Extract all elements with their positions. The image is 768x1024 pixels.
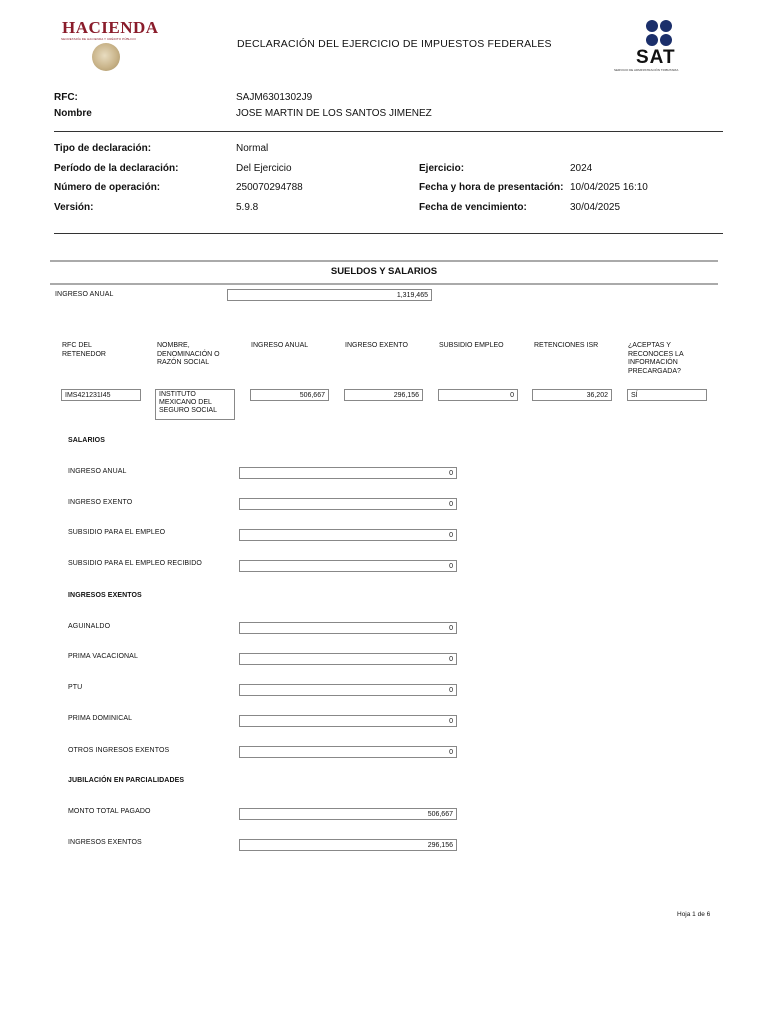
- row-retenciones-field[interactable]: 36,202: [532, 389, 612, 401]
- salarios-ingreso-anual-label: INGRESO ANUAL: [68, 468, 127, 475]
- column-header-ingreso-exento: INGRESO EXENTO: [345, 342, 408, 349]
- column-header-retenciones: RETENCIONES ISR: [534, 342, 599, 349]
- ptu-label: PTU: [68, 684, 83, 691]
- periodo-value: Del Ejercicio: [236, 163, 292, 174]
- sat-subtitle: SERVICIO DE ADMINISTRACIÓN TRIBUTARIA: [614, 68, 679, 72]
- row-acepta-field[interactable]: SÍ: [627, 389, 707, 401]
- document-title: DECLARACIÓN DEL EJERCICIO DE IMPUESTOS FEDERALES: [237, 38, 552, 50]
- prima-vacacional-field[interactable]: 0: [239, 653, 457, 665]
- ingresos-exentos-heading: INGRESOS EXENTOS: [68, 592, 142, 599]
- fecha-presentacion-label: Fecha y hora de presentación:: [419, 182, 564, 193]
- ingreso-anual-field[interactable]: 1,319,465: [227, 289, 432, 301]
- ejercicio-value: 2024: [570, 163, 593, 174]
- divider: [54, 131, 723, 132]
- salarios-subsidio-recibido-field[interactable]: 0: [239, 560, 457, 572]
- column-header-nombre: NOMBRE, DENOMINACIÓN O RAZÓN SOCIAL: [157, 342, 220, 366]
- rfc-label: RFC:: [54, 92, 78, 103]
- version-label: Versión:: [54, 202, 94, 213]
- sat-dot-icon: [660, 34, 672, 46]
- monto-total-pagado-field[interactable]: 506,667: [239, 808, 457, 820]
- sat-logo: [612, 16, 712, 76]
- national-seal-icon: [92, 43, 120, 71]
- otros-ingresos-exentos-label: OTROS INGRESOS EXENTOS: [68, 747, 170, 754]
- nombre-value: JOSE MARTIN DE LOS SANTOS JIMENEZ: [236, 108, 432, 119]
- row-ingreso-anual-field[interactable]: 506,667: [250, 389, 329, 401]
- sat-dot-icon: [660, 20, 672, 32]
- nombre-label: Nombre: [54, 108, 92, 119]
- ejercicio-label: Ejercicio:: [419, 163, 465, 174]
- aguinaldo-field[interactable]: 0: [239, 622, 457, 634]
- ingreso-anual-label: INGRESO ANUAL: [55, 291, 114, 298]
- operacion-label: Número de operación:: [54, 182, 161, 193]
- operacion-value: 250070294788: [236, 182, 303, 193]
- row-rfc-field[interactable]: IMS421231I45: [61, 389, 141, 401]
- row-nombre-field[interactable]: INSTITUTO MEXICANO DEL SEGURO SOCIAL: [155, 389, 235, 420]
- row-subsidio-field[interactable]: 0: [438, 389, 518, 401]
- page-number: Hoja 1 de 6: [677, 911, 711, 918]
- salarios-ingreso-anual-field[interactable]: 0: [239, 467, 457, 479]
- vencimiento-value: 30/04/2025: [570, 202, 621, 213]
- prima-vacacional-label: PRIMA VACACIONAL: [68, 653, 138, 660]
- tipo-value: Normal: [236, 143, 269, 154]
- column-header-ingreso-anual: INGRESO ANUAL: [251, 342, 309, 349]
- vencimiento-label: Fecha de vencimiento:: [419, 202, 527, 213]
- tipo-label: Tipo de declaración:: [54, 143, 152, 154]
- monto-total-pagado-label: MONTO TOTAL PAGADO: [68, 808, 151, 815]
- rfc-value: SAJM6301302J9: [236, 92, 313, 103]
- ptu-field[interactable]: 0: [239, 684, 457, 696]
- prima-dominical-field[interactable]: 0: [239, 715, 457, 727]
- salarios-ingreso-exento-label: INGRESO EXENTO: [68, 499, 133, 506]
- jubilacion-heading: JUBILACIÓN EN PARCIALIDADES: [68, 777, 185, 784]
- row-ingreso-exento-field[interactable]: 296,156: [344, 389, 423, 401]
- version-value: 5.9.8: [236, 202, 259, 213]
- salarios-heading: SALARIOS: [68, 437, 105, 444]
- sat-dot-icon: [646, 34, 658, 46]
- section-band-top: [50, 260, 718, 262]
- section-title: SUELDOS Y SALARIOS: [330, 266, 438, 277]
- fecha-presentacion-value: 10/04/2025 16:10: [570, 182, 648, 193]
- column-header-subsidio: SUBSIDIO EMPLEO: [439, 342, 504, 349]
- hacienda-wordmark: HACIENDA: [62, 18, 159, 37]
- column-header-acepta: ¿ACEPTAS Y RECONOCES LA INFORMACIÓN PRECARGADA?: [628, 342, 684, 375]
- column-header-rfc: RFC DEL RETENEDOR: [62, 342, 106, 358]
- hacienda-subtitle: SECRETARÍA DE HACIENDA Y CRÉDITO PÚBLICO: [61, 37, 136, 41]
- divider: [54, 233, 723, 234]
- section-band-bottom: [50, 283, 718, 285]
- salarios-ingreso-exento-field[interactable]: 0: [239, 498, 457, 510]
- prima-dominical-label: PRIMA DOMINICAL: [68, 715, 133, 722]
- periodo-label: Período de la declaración:: [54, 163, 179, 174]
- jubilacion-ingresos-exentos-label: INGRESOS EXENTOS: [68, 839, 142, 846]
- jubilacion-ingresos-exentos-field[interactable]: 296,156: [239, 839, 457, 851]
- sat-wordmark: SAT: [636, 47, 676, 68]
- salarios-subsidio-field[interactable]: 0: [239, 529, 457, 541]
- otros-ingresos-exentos-field[interactable]: 0: [239, 746, 457, 758]
- aguinaldo-label: AGUINALDO: [68, 623, 111, 630]
- salarios-subsidio-recibido-label: SUBSIDIO PARA EL EMPLEO RECIBIDO: [68, 560, 202, 567]
- sat-dot-icon: [646, 20, 658, 32]
- salarios-subsidio-label: SUBSIDIO PARA EL EMPLEO: [68, 529, 166, 536]
